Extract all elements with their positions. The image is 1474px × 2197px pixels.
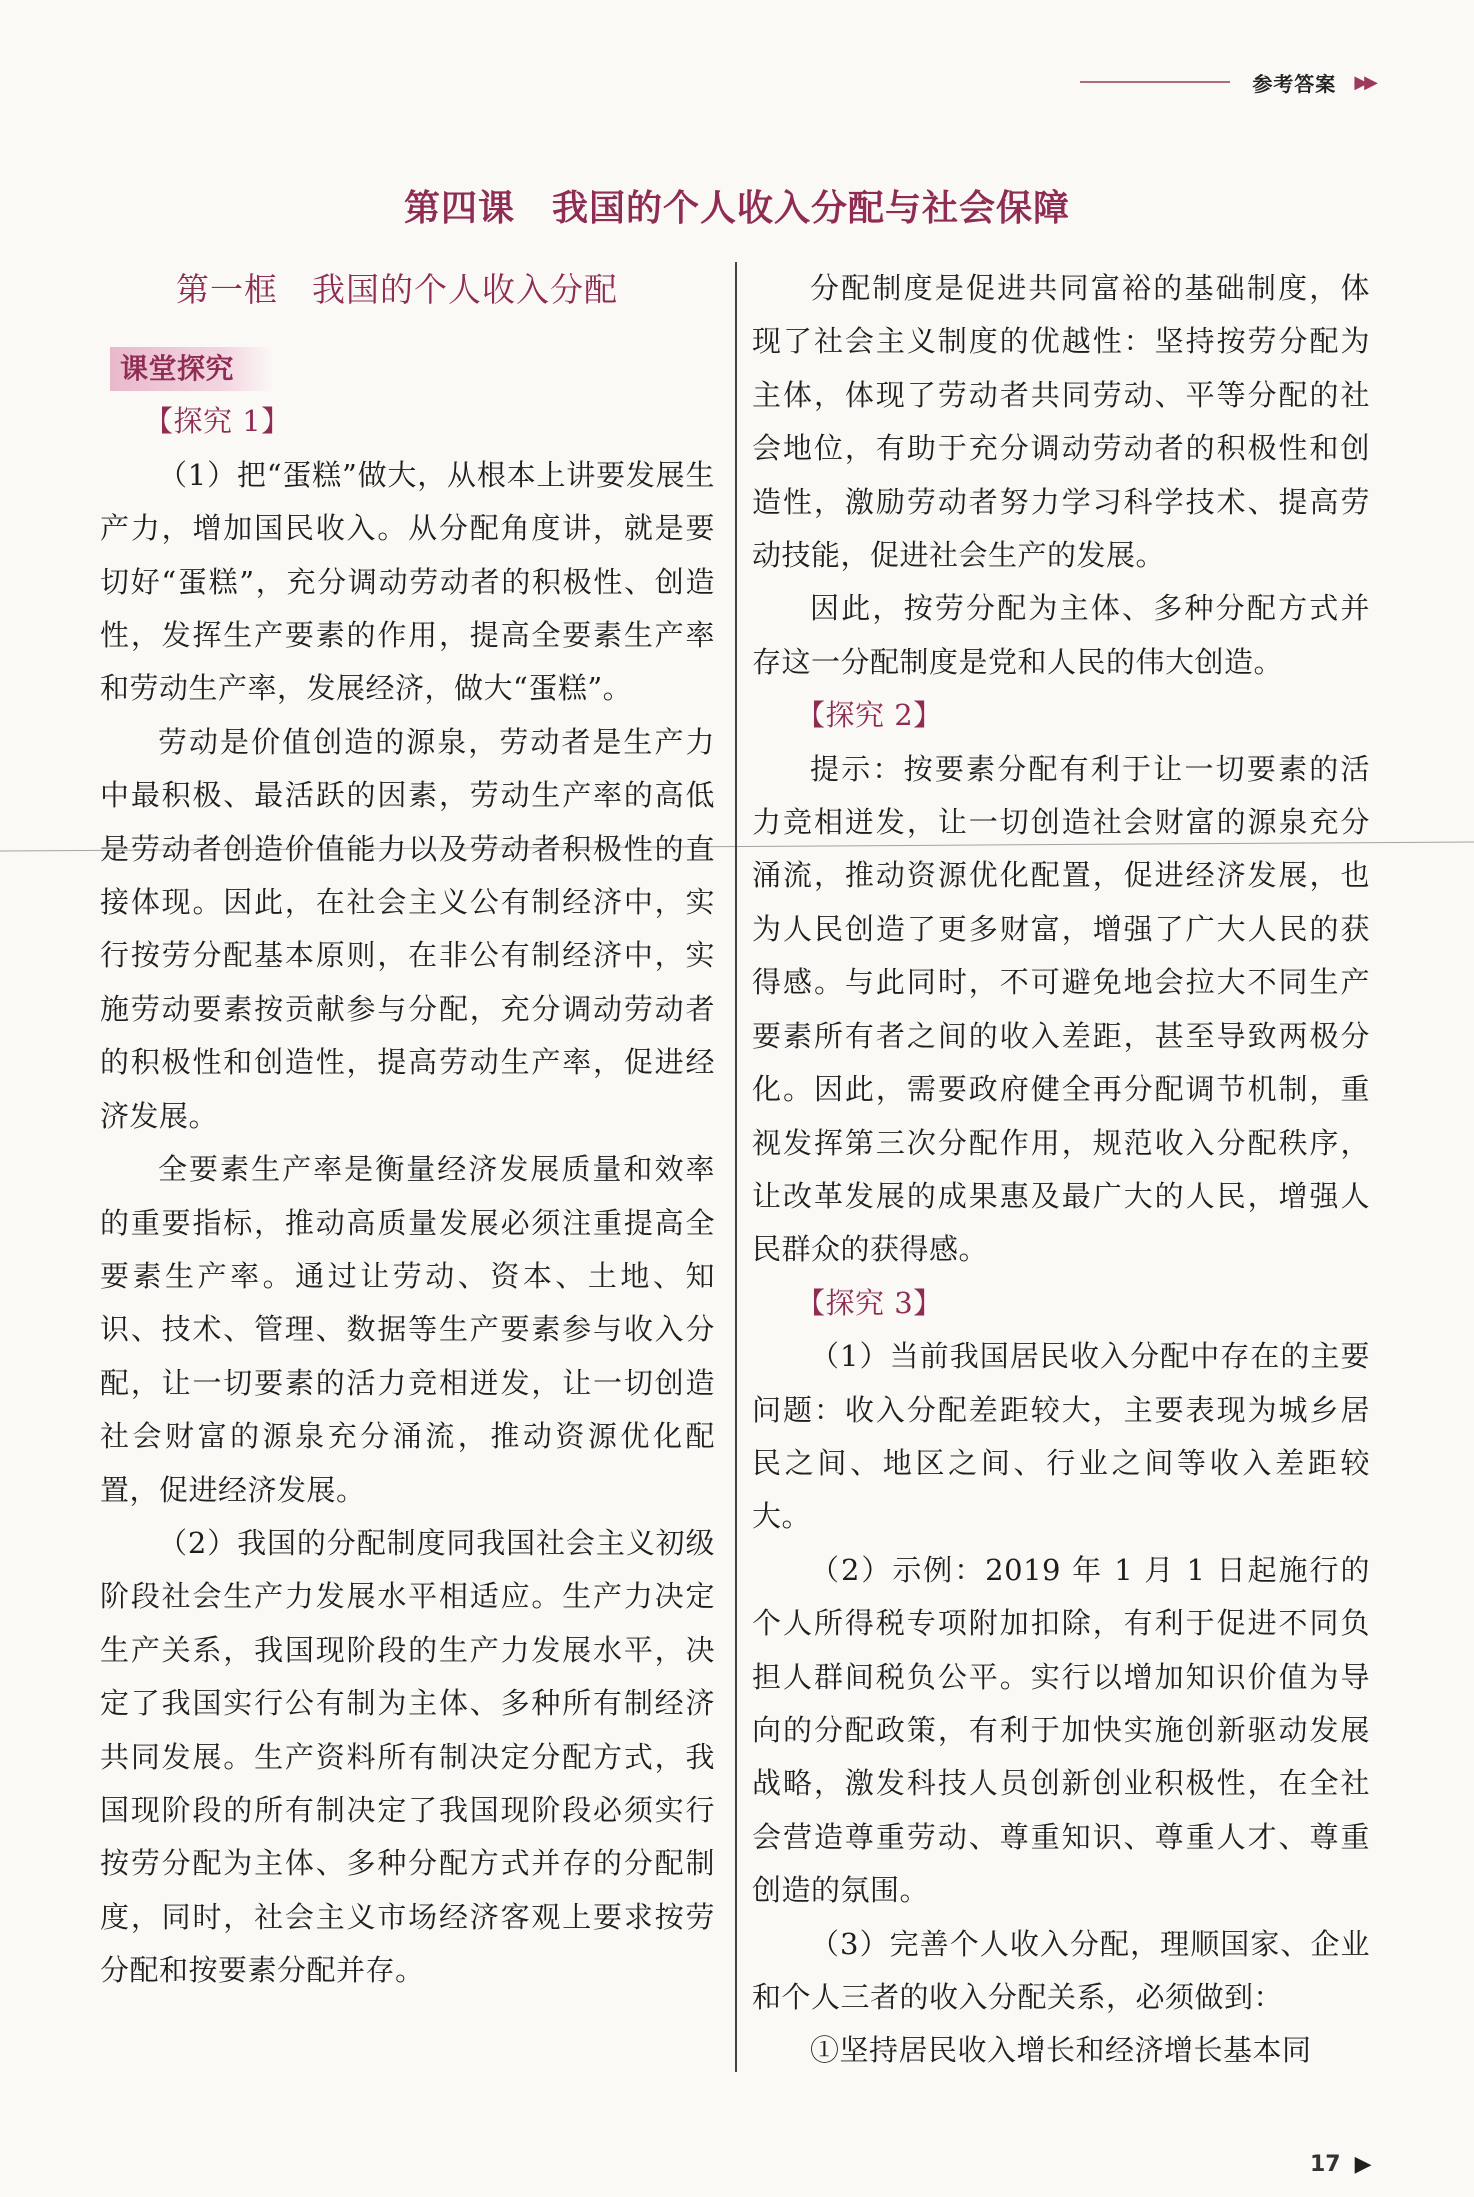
header-rule (1080, 81, 1230, 83)
class-explore-tag: 课堂探究 (110, 347, 274, 391)
paragraph: （1）把“蛋糕”做大，从根本上讲要发展生产力，增加国民收入。从分配角度讲，就是要切好“蛋糕”，充分调动劳动者的积极性、创造性，发挥生产要素的作用，提高全要素生产率和劳动生产率，发展经济，做大“蛋糕”。 (100, 457, 715, 706)
column-divider (735, 262, 737, 2072)
paragraph: （3）完善个人收入分配，理顺国家、企业和个人三者的收入分配关系，必须做到： (752, 1926, 1370, 2014)
paragraph: （2）示例：2019 年 1 月 1 日起施行的个人所得税专项附加扣除，有利于促进不同负担人群间税负公平。实行以增加知识价值为导向的分配政策，有利于加快实施创新驱动发展战略，激发科技人员创新创业积极性，在全社会营造尊重劳动、尊重知识、尊重人才、尊重创造的氛围。 (752, 1552, 1370, 1908)
paragraph: 分配制度是促进共同富裕的基础制度，体现了社会主义制度的优越性：坚持按劳分配为主体，体现了劳动者共同劳动、平等分配的社会地位，有助于充分调动劳动者的积极性和创造性，激励劳动者努力学习科学技术、提高劳动技能，促进社会生产的发展。 (752, 271, 1370, 573)
right-column (752, 262, 1370, 2078)
paragraph: （2）我国的分配制度同我国社会主义初级阶段社会生产力发展水平相适应。生产力决定生产关系，我国现阶段的生产力发展水平，决定了我国实行公有制为主体、多种所有制经济共同发展。生产资料所有制决定分配方式，我国现阶段的所有制决定了我国现阶段必须实行按劳分配为主体、多种分配方式并存的分配制度，同时，社会主义市场经济客观上要求按劳分配和按要素分配并存。 (100, 1525, 715, 1988)
explore-1-label: 【探究 1】 (144, 404, 291, 439)
paragraph: 因此，按劳分配为主体、多种分配方式并存这一分配制度是党和人民的伟大创造。 (752, 591, 1370, 679)
page-footer (1310, 2152, 1372, 2177)
page-header (1055, 62, 1374, 102)
paragraph: 全要素生产率是衡量经济发展质量和效率的重要指标，推动高质量发展必须注重提高全要素生产率。通过让劳动、资本、土地、知识、技术、管理、数据等生产要素参与收入分配，让一切要素的活力竞相迸发，让一切创造社会财富的源泉充分涌流，推动资源优化配置，促进经济发展。 (100, 1152, 715, 1507)
double-arrow-icon: ▶▶ (1354, 71, 1374, 93)
left-column (100, 262, 715, 1998)
explore-3-label: 【探究 3】 (796, 1285, 943, 1320)
paragraph: （1）当前我国居民收入分配中存在的主要问题：收入分配差距较大，主要表现为城乡居民之间、地区之间、行业之间等收入差距较大。 (752, 1339, 1370, 1534)
lesson-title: 第四课 我国的个人收入分配与社会保障 (403, 187, 1070, 229)
section-title: 第一框 我国的个人收入分配 (176, 270, 618, 309)
paragraph: ①坚持居民收入增长和经济增长基本同 (810, 2033, 1312, 2068)
header-label: 参考答案 (1252, 71, 1337, 96)
page-number: 17 (1310, 2152, 1341, 2177)
paragraph: 劳动是价值创造的源泉，劳动者是生产力中最积极、最活跃的因素，劳动生产率的高低是劳动者创造价值能力以及劳动者积极性的直接体现。因此，在社会主义公有制经济中，实行按劳分配基本原则，在非公有制经济中，实施劳动要素按贡献参与分配，充分调动劳动者的积极性和创造性，提高劳动生产率，促进经济发展。 (100, 724, 715, 1133)
arrow-right-icon: ▶ (1354, 2152, 1372, 2177)
explore-2-label: 【探究 2】 (796, 698, 943, 733)
paragraph: 提示：按要素分配有利于让一切要素的活力竞相迸发，让一切创造社会财富的源泉充分涌流，推动资源优化配置，促进经济发展，也为人民创造了更多财富，增强了广大人民的获得感。与此同时，不可避免地会拉大不同生产要素所有者之间的收入差距，甚至导致两极分化。因此，需要政府健全再分配调节机制，重视发挥第三次分配作用，规范收入分配秩序，让改革发展的成果惠及最广大的人民，增强人民群众的获得感。 (752, 751, 1370, 1267)
